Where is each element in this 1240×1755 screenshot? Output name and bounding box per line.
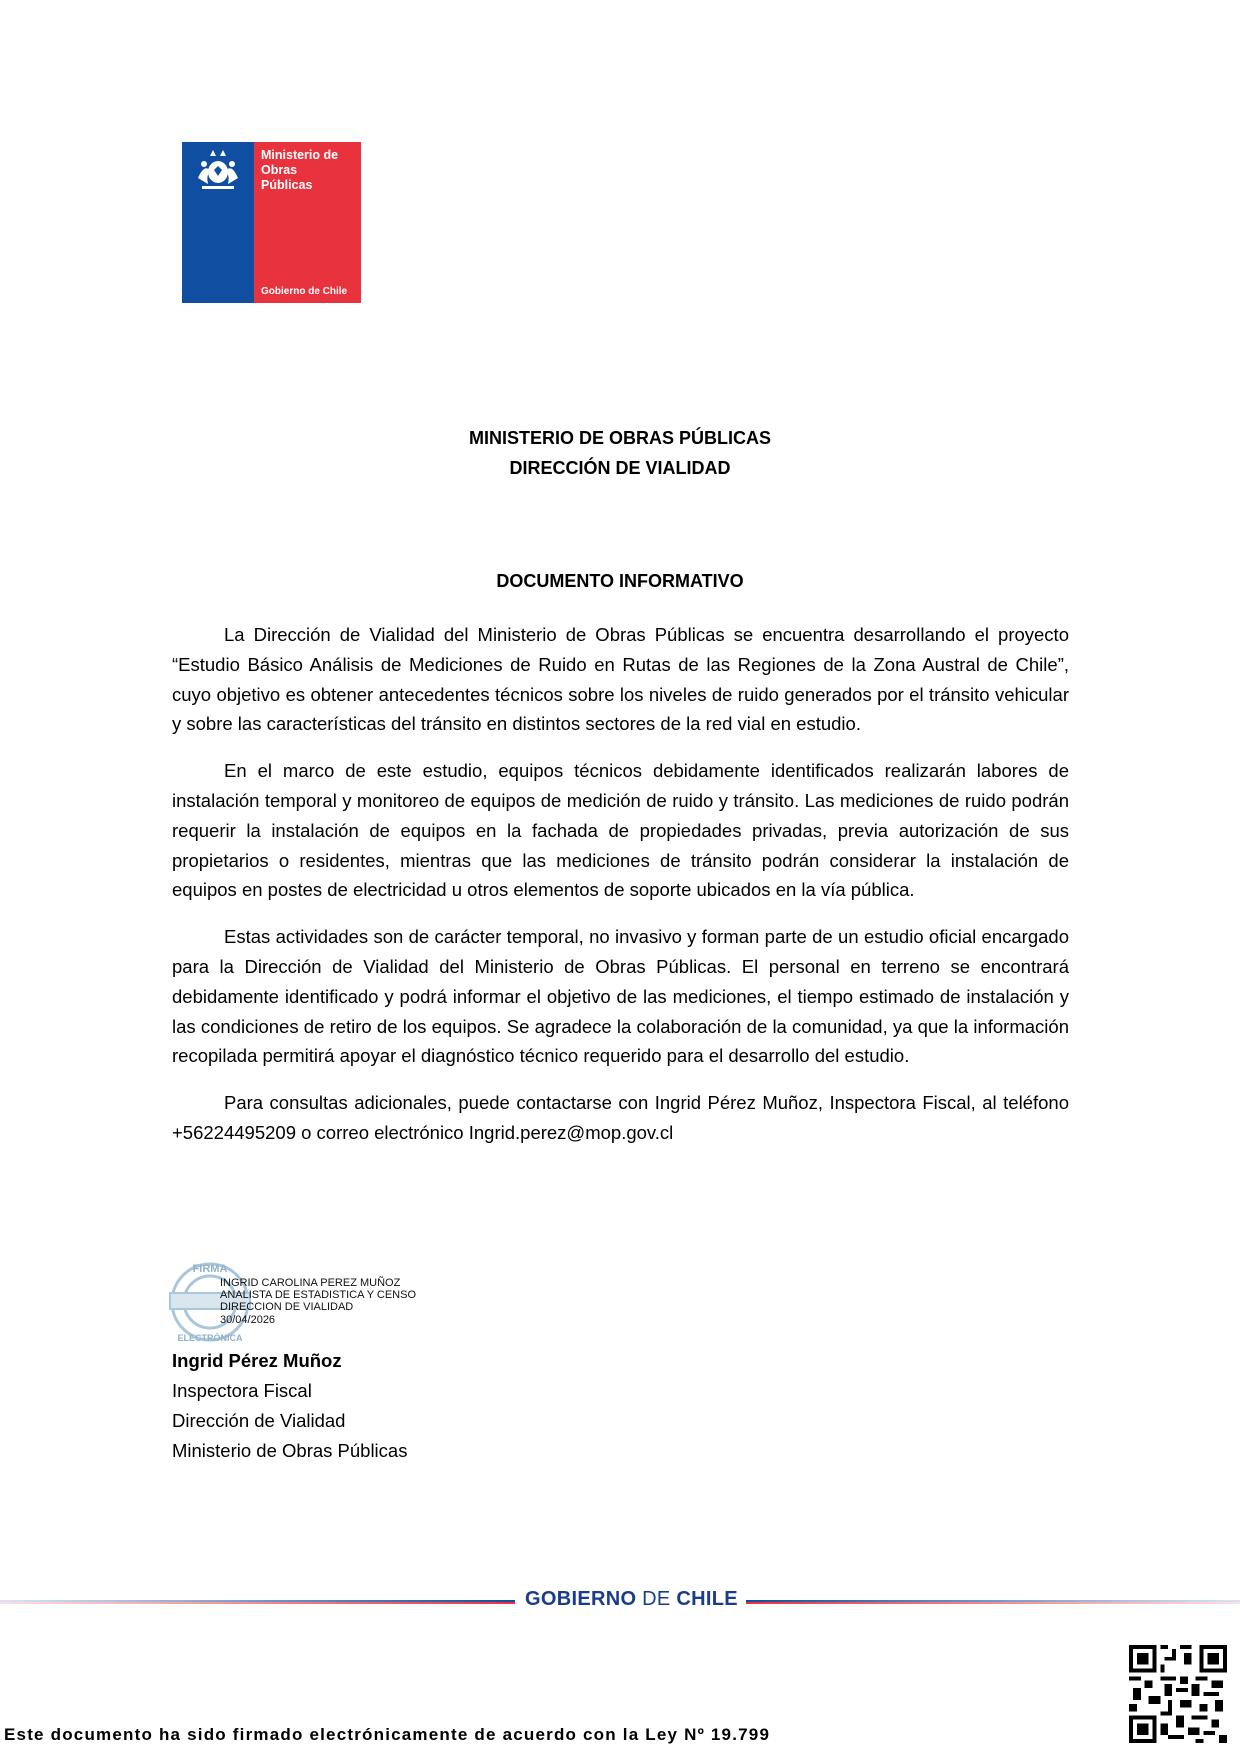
stamp-signer-name: INGRID CAROLINA PEREZ MUÑOZ [220,1277,401,1289]
signer-department: Dirección de Vialidad [172,1410,346,1431]
logo-government-label: Gobierno de Chile [261,286,348,297]
seal-top-text: FIRMA [192,1263,228,1275]
stamp-date: 30/04/2026 [220,1313,276,1326]
footer-government-brand: GOBIERNO DE CHILE [525,1588,738,1610]
document-body [172,620,1069,1165]
logo-blue-panel [182,142,254,303]
stamp-signer-role: ANALISTA DE ESTADISTICA Y CENSO [220,1289,417,1302]
header-ministry: MINISTERIO DE OBRAS PÚBLICAS [468,428,772,448]
ministry-logo [182,142,361,303]
signer-name: Ingrid Pérez Muñoz [172,1350,342,1371]
signer-role: Inspectora Fiscal [172,1380,312,1401]
paragraph: En el marco de este estudio, equipos técnicos debidamente identificados realizarán labores de instalación temporal y monitoreo de equipos de medición de ruido y tránsito. Las mediciones de ruido podrán requerir la instalación de equipos en la fachada de propiedades privadas, previa autorización de sus propietarios o residentes, mientras que las mediciones de tránsito podrán considerar la instalación de equipos en postes de electricidad u otros elementos de soporte ubicados en la vía pública. [172,760,1069,901]
stamp-details [220,1277,416,1326]
footer-stripe-right [746,1600,1240,1604]
stamp-signer-department: DIRECCION DE VIALIDAD [220,1301,354,1314]
seal-bottom-text: ELECTRÓNICA [177,1333,243,1343]
logo-ministry-name: Ministerio de Obras Públicas [261,148,339,192]
header-direction: DIRECCIÓN DE VIALIDAD [509,458,731,478]
paragraph: Para consultas adicionales, puede contactarse con Ingrid Pérez Muñoz, Inspectora Fiscal, al teléfono +56224495209 o correo electrónico Ingrid.perez@mop.gov.cl [172,1092,1069,1143]
logo-red-panel [254,142,361,303]
qr-code-icon[interactable] [1129,1645,1227,1743]
paragraph: La Dirección de Vialidad del Ministerio de Obras Públicas se encuentra desarrollando el proyecto “Estudio Básico Análisis de Mediciones de Ruido en Rutas de las Regiones de la Zona Austral de Chile”, cuyo objetivo es obtener antecedentes técnicos sobre los niveles de ruido generados por el tránsito vehicular y sobre las características del tránsito en distintos sectores de la red vial en estudio. [172,624,1069,735]
document-title: DOCUMENTO INFORMATIVO [496,571,744,591]
signer-ministry: Ministerio de Obras Públicas [172,1440,408,1461]
coat-of-arms-icon [190,148,246,192]
paragraph: Estas actividades son de carácter temporal, no invasivo y forman parte de un estudio oficial encargado para la Dirección de Vialidad del Ministerio de Obras Públicas. El personal en terreno se encontrará debidamente identificado y podrá informar el objetivo de las mediciones, el tiempo estimado de instalación y las condiciones de retiro de los equipos. Se agradece la colaboración de la comunidad, ya que la información recopilada permitirá apoyar el diagnóstico técnico requerido para el desarrollo del estudio. [172,926,1069,1067]
footer-stripe-left [0,1600,515,1604]
signature-block [172,1346,407,1466]
legal-notice: Este documento ha sido firmado electrónicamente de acuerdo con la Ley Nº 19.799 [4,1725,771,1744]
